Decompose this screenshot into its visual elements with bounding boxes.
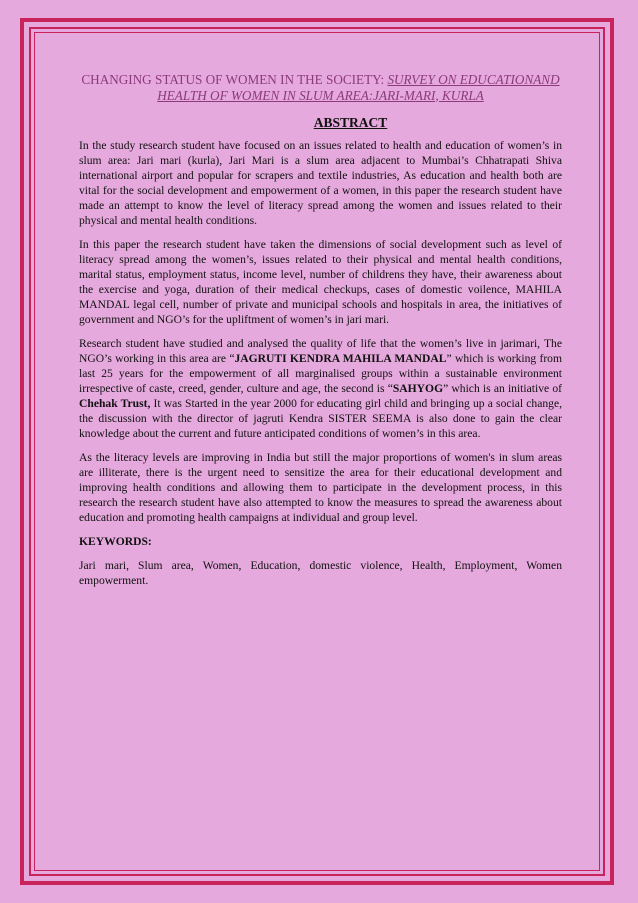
p3-text-e: ” which is an initiative of	[443, 382, 562, 395]
document-content	[79, 72, 562, 597]
paper-title-part1: CHANGING STATUS OF WOMEN IN THE SOCIETY:	[81, 72, 388, 87]
p3-text-c: ” which is working from last 25 years for the empowerment of all marginalised groups within a sustainable environment irrespective of caste, creed, gender, culture and age, the second is “	[79, 352, 562, 395]
p3-sahyog: SAHYOG	[392, 382, 444, 395]
abstract-heading: ABSTRACT	[313, 115, 388, 130]
abstract-paragraph-3	[79, 336, 562, 441]
paper-title	[79, 72, 562, 103]
abstract-paragraph-2: In this paper the research student have taken the dimensions of social development such as level of literacy spread among the women’s, issues related to their physical and mental health conditions, marital status, employment status, income level, number of childrens they have, their awareness about the exercise and yoga, duration of their medical checkups, cases of domestic voilence, MAHILA MANDAL legal cell, number of private and municipal schools and hospitals in area, the initiatives of government and NGO’s for the upliftment of women’s in jari mari.	[79, 238, 562, 326]
paper-title-part2: SURVEY ON EDUCATIONAND HEALTH OF WOMEN IN SLUM AREA:JARI-MARI, KURLA	[157, 72, 560, 103]
p3-ngo-name: JAGRUTI KENDRA MAHILA MANDAL	[234, 352, 447, 365]
p3-text-a: Research student have studied and analysed the quality of life that the women’s live in jarimari, The NGO’s working in this area are “	[79, 337, 562, 365]
abstract-paragraph-4: As the literacy levels are improving in India but still the major proportions of women's in slum areas are illiterate, there is the urgent need to sensitize the area for their educational development and improving health conditions and allowing them to participate in the development process, in this research the research student have also attempted to know the measures to spread the awareness about education and promoting health campaigns at individual and group level.	[79, 451, 562, 524]
abstract-paragraph-1: In the study research student have focused on an issues related to health and education of women’s in slum area: Jari mari (kurla), Jari Mari is a slum area adjacent to Mumbai’s Chhatrapati Shiva international airport and popular for scrapers and textile industries, As education and health both are vital for the social development and empowerment of a women, in this paper the research student have made an attempt to know the level of literacy spread among the women and issues related to their physical and mental health conditions.	[79, 139, 562, 227]
p3-text-g: It was Started in the year 2000 for educating girl child and bringing up a social change, the discussion with the director of jagruti Kendra SISTER SEEMA is also done to gain the clear knowledge about the current and future anticipated conditions of women’s in this area.	[79, 397, 563, 440]
keywords-heading: KEYWORDS:	[79, 535, 152, 548]
p3-chehak-trust: Chehak Trust,	[79, 397, 151, 410]
keywords-text: Jari mari, Slum area, Women, Education, domestic violence, Health, Employment, Women empowerment.	[79, 559, 562, 587]
